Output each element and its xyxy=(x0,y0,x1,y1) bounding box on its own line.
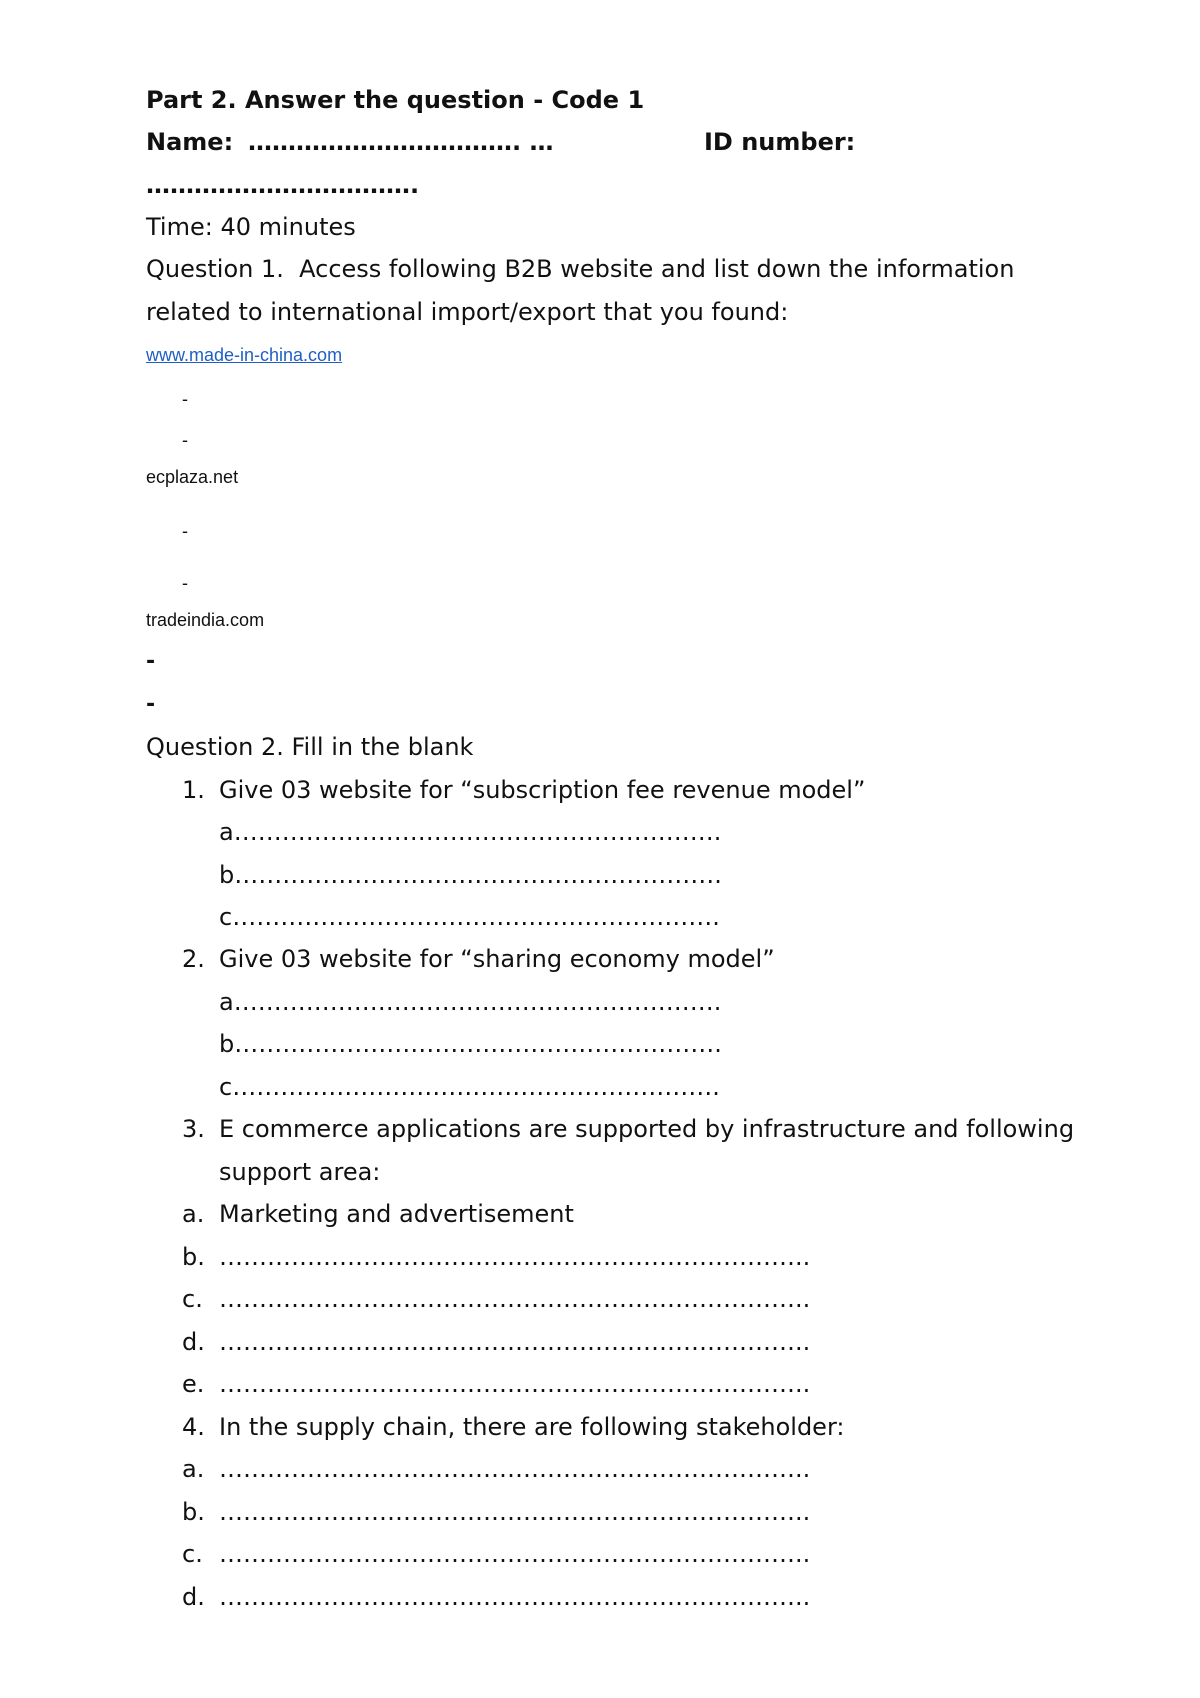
item-3-text-cont: support area: xyxy=(219,1158,381,1186)
site-made-in-china-link[interactable]: www.made-in-china.com xyxy=(146,345,343,365)
letter-label: a. xyxy=(182,1200,205,1228)
answer-dash: - xyxy=(182,430,188,450)
blank-line: ……………………………………………………………….. xyxy=(219,1498,811,1526)
letter-label: c. xyxy=(182,1285,203,1313)
letter-label: a. xyxy=(182,1455,205,1483)
site-tradeindia: tradeindia.com xyxy=(146,610,265,630)
blank-line: ……………………………………………………………….. xyxy=(219,1328,811,1356)
blank-line: b……………………………………………………. xyxy=(219,1030,722,1058)
item-1-text: Give 03 website for “subscription fee revenue model” xyxy=(219,776,866,804)
item-2-text: Give 03 website for “sharing economy model” xyxy=(219,945,775,973)
blank-line: c……………………………………………………. xyxy=(219,1073,720,1101)
item-number: 4. xyxy=(182,1413,205,1441)
blank-line: b……………………………………………………. xyxy=(219,861,722,889)
name-blank: ……………………………. … xyxy=(248,128,554,156)
question-1-line-1: Question 1. Access following B2B website and list down the information xyxy=(146,255,1015,283)
blank-line: c……………………………………………………. xyxy=(219,903,720,931)
page-title: Part 2. Answer the question - Code 1 xyxy=(146,86,645,114)
answer-dash: - xyxy=(146,692,156,717)
blank-line: a……………………………………………………. xyxy=(219,988,722,1016)
letter-label: c. xyxy=(182,1540,203,1568)
blank-line: ……………………………………………………………….. xyxy=(219,1455,811,1483)
item-number: 3. xyxy=(182,1115,205,1143)
question-2-title: Question 2. Fill in the blank xyxy=(146,733,474,761)
answer-dash: - xyxy=(182,573,188,593)
item-4-text: In the supply chain, there are following stakeholder: xyxy=(219,1413,845,1441)
letter-label: d. xyxy=(182,1328,205,1356)
item-number: 1. xyxy=(182,776,205,804)
answer-dash: - xyxy=(146,649,156,674)
blank-line: ……………………………………………………………….. xyxy=(219,1540,811,1568)
name-label: Name: xyxy=(146,128,234,156)
blank-line: ……………………………………………………………….. xyxy=(219,1243,811,1271)
answer-text: Marketing and advertisement xyxy=(219,1200,574,1228)
id-number-label: ID number: xyxy=(704,128,856,156)
blank-line: ……………………………………………………………….. xyxy=(219,1285,811,1313)
item-3-text: E commerce applications are supported by infrastructure and following xyxy=(219,1115,1075,1143)
blank-line: a……………………………………………………. xyxy=(219,818,722,846)
letter-label: b. xyxy=(182,1498,205,1526)
time-limit: Time: 40 minutes xyxy=(146,213,356,241)
blank-line: ……………………………………………………………….. xyxy=(219,1583,811,1611)
question-1-line-2: related to international import/export that you found: xyxy=(146,298,789,326)
id-number-blank: ……………………………. xyxy=(146,171,420,199)
answer-dash: - xyxy=(182,389,188,409)
site-ecplaza: ecplaza.net xyxy=(146,467,239,487)
answer-dash: - xyxy=(182,521,188,541)
letter-label: d. xyxy=(182,1583,205,1611)
blank-line: ……………………………………………………………….. xyxy=(219,1370,811,1398)
letter-label: e. xyxy=(182,1370,205,1398)
item-number: 2. xyxy=(182,945,205,973)
letter-label: b. xyxy=(182,1243,205,1271)
